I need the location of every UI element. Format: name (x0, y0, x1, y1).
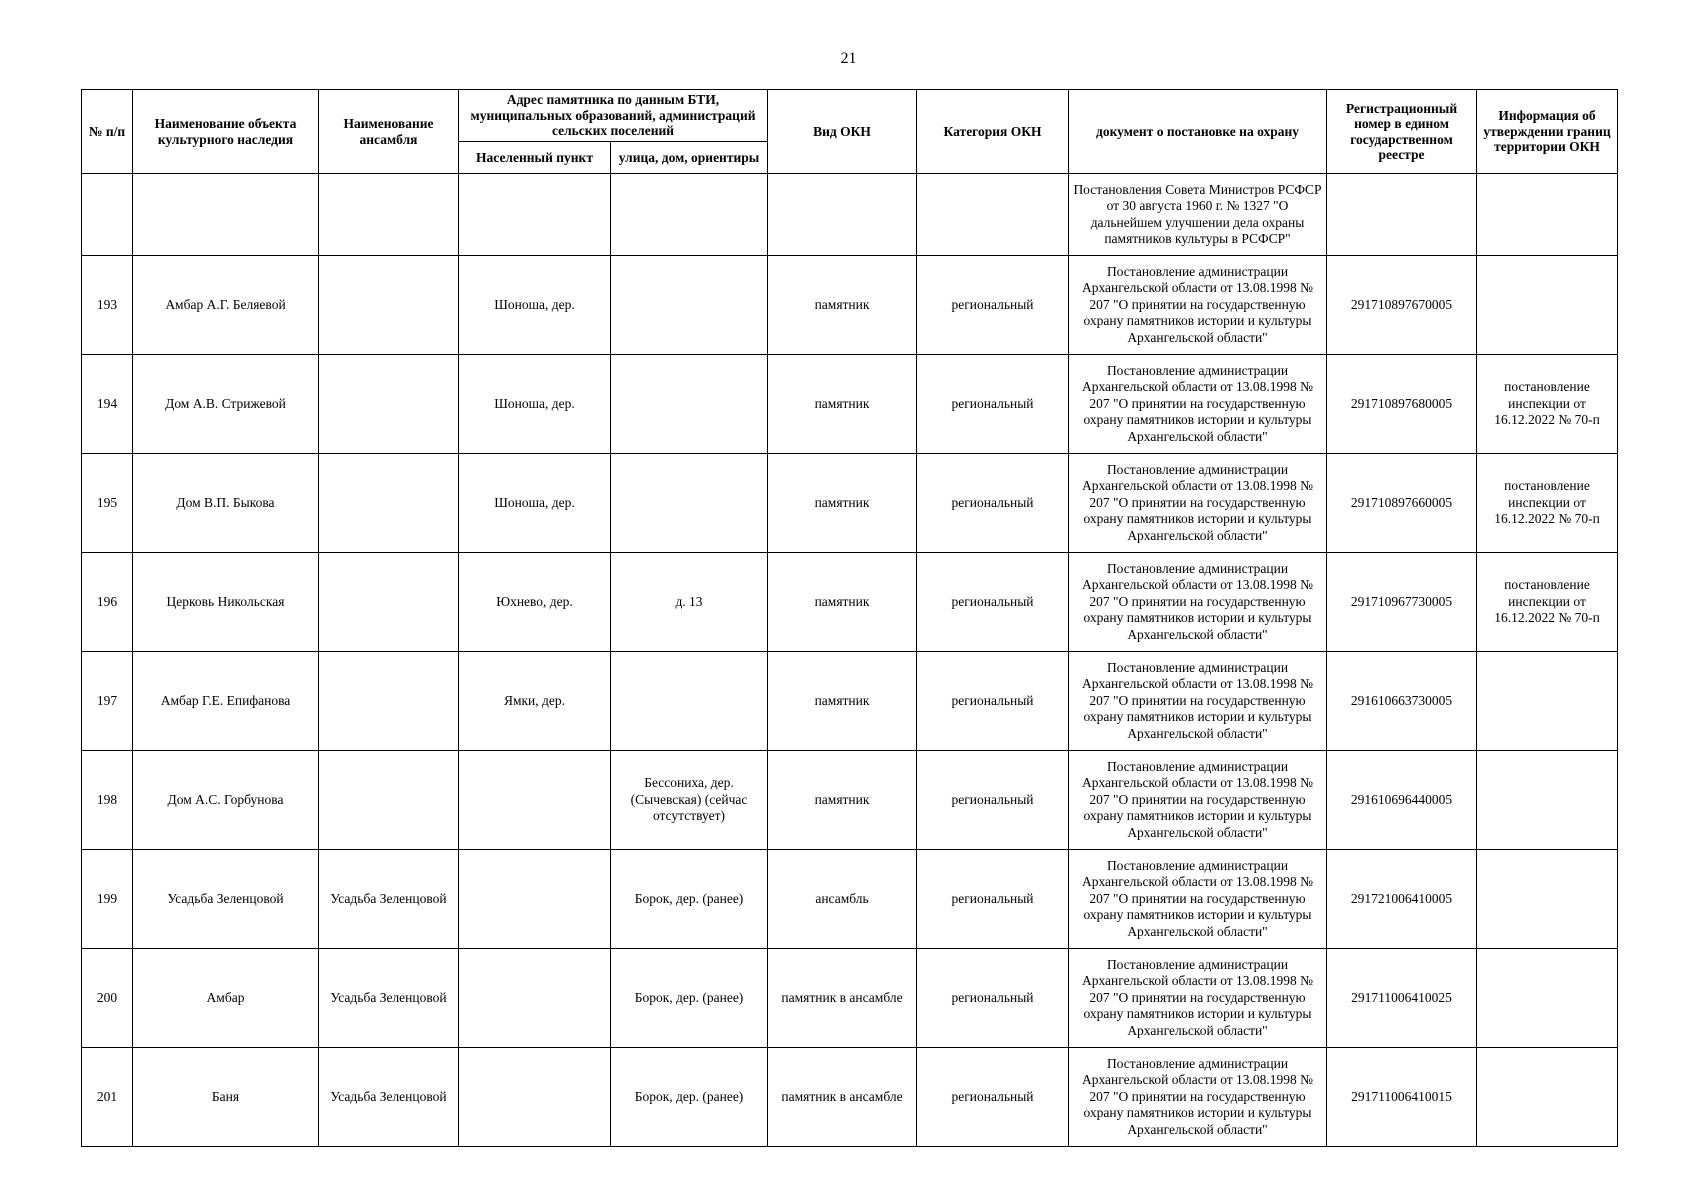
cell-num: 199 (82, 850, 133, 949)
table-row (82, 355, 1618, 454)
cell-ensemble (319, 454, 459, 553)
cell-type: памятник (768, 652, 917, 751)
cell-ensemble (319, 652, 459, 751)
cell-settlement (459, 1048, 611, 1147)
header-boundaries: Информация об утверждении границ территории ОКН (1477, 90, 1618, 174)
cell-reg-number: 291721006410005 (1327, 850, 1477, 949)
cell-boundaries: постановление инспекции от 16.12.2022 № 70-п (1477, 553, 1618, 652)
cell-ensemble: Усадьба Зеленцовой (319, 1048, 459, 1147)
cell-document: Постановление администрации Архангельской области от 13.08.1998 № 207 "О принятии на государственную охрану памятников истории и культуры Архангельской области" (1069, 355, 1327, 454)
cell-street (611, 652, 768, 751)
cell-category: региональный (917, 850, 1069, 949)
cell-document: Постановление администрации Архангельской области от 13.08.1998 № 207 "О принятии на государственную охрану памятников истории и культуры Архангельской области" (1069, 652, 1327, 751)
cell-boundaries (1477, 751, 1618, 850)
cell-settlement: Ямки, дер. (459, 652, 611, 751)
cell-name: Дом В.П. Быкова (133, 454, 319, 553)
cell-street: Борок, дер. (ранее) (611, 850, 768, 949)
header-row (82, 90, 1618, 142)
cell-category: региональный (917, 553, 1069, 652)
cell-settlement: Шоноша, дер. (459, 454, 611, 553)
cell-reg-number: 291710897670005 (1327, 256, 1477, 355)
heritage-registry-table (81, 89, 1618, 1147)
cell-num: 201 (82, 1048, 133, 1147)
cell-num: 200 (82, 949, 133, 1048)
cell-ensemble (319, 553, 459, 652)
cell-name (133, 174, 319, 256)
cell-num (82, 174, 133, 256)
table-row (82, 652, 1618, 751)
cell-ensemble (319, 355, 459, 454)
cell-boundaries (1477, 174, 1618, 256)
cell-reg-number: 291711006410025 (1327, 949, 1477, 1048)
cell-ensemble: Усадьба Зеленцовой (319, 850, 459, 949)
cell-document: Постановления Совета Министров РСФСР от 30 августа 1960 г. № 1327 "О дальнейшем улучшении дела охраны памятников культуры в РСФСР" (1069, 174, 1327, 256)
table-row (82, 454, 1618, 553)
cell-settlement (459, 949, 611, 1048)
cell-street (611, 454, 768, 553)
cell-category: региональный (917, 751, 1069, 850)
cell-street: д. 13 (611, 553, 768, 652)
cell-reg-number: 291710967730005 (1327, 553, 1477, 652)
cell-category: региональный (917, 355, 1069, 454)
table-row (82, 553, 1618, 652)
header-num: № п/п (82, 90, 133, 174)
cell-num: 195 (82, 454, 133, 553)
cell-reg-number: 291710897680005 (1327, 355, 1477, 454)
cell-settlement: Шоноша, дер. (459, 355, 611, 454)
header-street: улица, дом, ориентиры (611, 142, 768, 174)
cell-reg-number: 291610663730005 (1327, 652, 1477, 751)
header-ensemble: Наименование ансамбля (319, 90, 459, 174)
cell-document: Постановление администрации Архангельской области от 13.08.1998 № 207 "О принятии на государственную охрану памятников истории и культуры Архангельской области" (1069, 256, 1327, 355)
cell-category: региональный (917, 454, 1069, 553)
cell-boundaries: постановление инспекции от 16.12.2022 № 70-п (1477, 355, 1618, 454)
cell-reg-number (1327, 174, 1477, 256)
table-row (82, 850, 1618, 949)
cell-street (611, 174, 768, 256)
cell-category: региональный (917, 949, 1069, 1048)
cell-document: Постановление администрации Архангельской области от 13.08.1998 № 207 "О принятии на государственную охрану памятников истории и культуры Архангельской области" (1069, 454, 1327, 553)
cell-name: Амбар Г.Е. Епифанова (133, 652, 319, 751)
cell-type: памятник (768, 454, 917, 553)
cell-street: Борок, дер. (ранее) (611, 1048, 768, 1147)
cell-boundaries (1477, 949, 1618, 1048)
cell-settlement: Юхнево, дер. (459, 553, 611, 652)
cell-type: памятник (768, 256, 917, 355)
table-row (82, 256, 1618, 355)
cell-num: 193 (82, 256, 133, 355)
cell-document: Постановление администрации Архангельской области от 13.08.1998 № 207 "О принятии на государственную охрану памятников истории и культуры Архангельской области" (1069, 949, 1327, 1048)
cell-document: Постановление администрации Архангельской области от 13.08.1998 № 207 "О принятии на государственную охрану памятников истории и культуры Архангельской области" (1069, 751, 1327, 850)
cell-boundaries: постановление инспекции от 16.12.2022 № 70-п (1477, 454, 1618, 553)
table-row (82, 949, 1618, 1048)
cell-boundaries (1477, 652, 1618, 751)
cell-name: Амбар А.Г. Беляевой (133, 256, 319, 355)
header-name: Наименование объекта культурного наследия (133, 90, 319, 174)
table-row (82, 751, 1618, 850)
header-settlement: Населенный пункт (459, 142, 611, 174)
cell-street (611, 256, 768, 355)
cell-settlement (459, 751, 611, 850)
cell-document: Постановление администрации Архангельской области от 13.08.1998 № 207 "О принятии на государственную охрану памятников истории и культуры Архангельской области" (1069, 850, 1327, 949)
cell-name: Дом А.В. Стрижевой (133, 355, 319, 454)
header-type: Вид ОКН (768, 90, 917, 174)
cell-type (768, 174, 917, 256)
cell-settlement (459, 174, 611, 256)
cell-boundaries (1477, 256, 1618, 355)
header-address: Адрес памятника по данным БТИ, муниципальных образований, администраций сельских поселений (459, 90, 768, 142)
cell-settlement (459, 850, 611, 949)
cell-ensemble: Усадьба Зеленцовой (319, 949, 459, 1048)
cell-ensemble (319, 174, 459, 256)
cell-type: памятник (768, 553, 917, 652)
cell-ensemble (319, 751, 459, 850)
cell-street: Бессониха, дер. (Сычевская) (сейчас отсутствует) (611, 751, 768, 850)
cell-reg-number: 291610696440005 (1327, 751, 1477, 850)
cell-document: Постановление администрации Архангельской области от 13.08.1998 № 207 "О принятии на государственную охрану памятников истории и культуры Архангельской области" (1069, 553, 1327, 652)
cell-boundaries (1477, 850, 1618, 949)
cell-settlement: Шоноша, дер. (459, 256, 611, 355)
cell-document: Постановление администрации Архангельской области от 13.08.1998 № 207 "О принятии на государственную охрану памятников истории и культуры Архангельской области" (1069, 1048, 1327, 1147)
header-reg-number: Регистрационный номер в едином государственном реестре (1327, 90, 1477, 174)
cell-category (917, 174, 1069, 256)
cell-name: Церковь Никольская (133, 553, 319, 652)
header-category: Категория ОКН (917, 90, 1069, 174)
page-number: 21 (840, 50, 857, 67)
cell-type: памятник в ансамбле (768, 949, 917, 1048)
continuation-row (82, 174, 1618, 256)
cell-street: Борок, дер. (ранее) (611, 949, 768, 1048)
cell-num: 198 (82, 751, 133, 850)
cell-num: 196 (82, 553, 133, 652)
cell-name: Баня (133, 1048, 319, 1147)
cell-type: ансамбль (768, 850, 917, 949)
cell-type: памятник (768, 355, 917, 454)
cell-type: памятник (768, 751, 917, 850)
cell-street (611, 355, 768, 454)
cell-reg-number: 291710897660005 (1327, 454, 1477, 553)
cell-ensemble (319, 256, 459, 355)
cell-name: Дом А.С. Горбунова (133, 751, 319, 850)
header-document: документ о постановке на охрану (1069, 90, 1327, 174)
cell-category: региональный (917, 652, 1069, 751)
cell-category: региональный (917, 256, 1069, 355)
cell-boundaries (1477, 1048, 1618, 1147)
cell-type: памятник в ансамбле (768, 1048, 917, 1147)
cell-reg-number: 291711006410015 (1327, 1048, 1477, 1147)
table-row (82, 1048, 1618, 1147)
cell-name: Амбар (133, 949, 319, 1048)
cell-name: Усадьба Зеленцовой (133, 850, 319, 949)
cell-category: региональный (917, 1048, 1069, 1147)
cell-num: 197 (82, 652, 133, 751)
cell-num: 194 (82, 355, 133, 454)
